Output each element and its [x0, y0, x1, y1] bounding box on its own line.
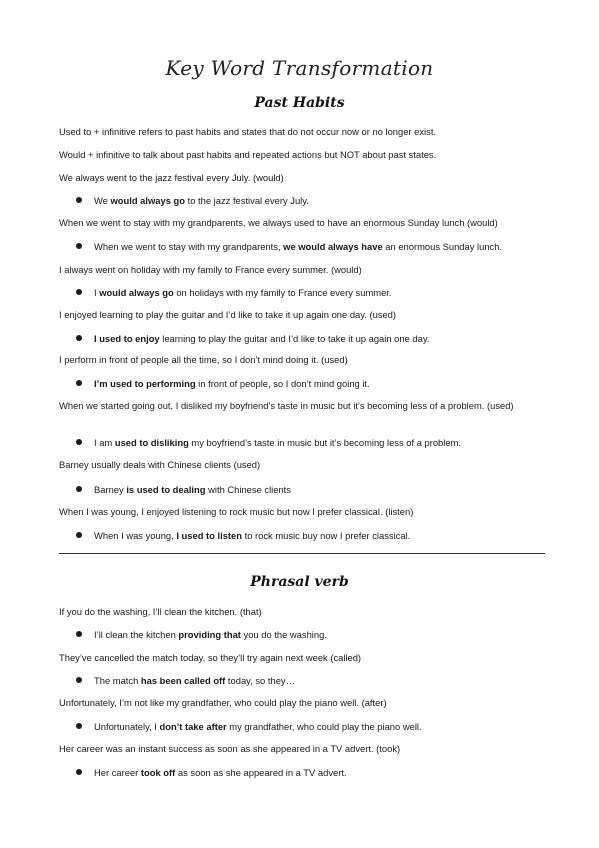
- question-1: We always went to the jazz festival every July. (would): [59, 172, 284, 183]
- bullet-11: [76, 723, 82, 729]
- bullet-7: [76, 486, 82, 492]
- question-6: When we started going out, I disliked my boyfriend’s taste in music but it’s becoming less of a problem. (used): [59, 400, 514, 411]
- answer-key-phrase: has been called off: [140, 675, 226, 686]
- answer-key-phrase: is used to dealing: [126, 484, 206, 495]
- answer-5: I’m used to performing in front of people, so I don’t mind going it.: [94, 378, 370, 389]
- page-title: Key Word Transformation: [165, 56, 434, 80]
- question-5: I perform in front of people all the time, so I don’t mind doing it. (used): [59, 354, 348, 365]
- intro-used-to: Used to + infinitive refers to past habits and states that do not occur now or no longer exist.: [59, 126, 437, 137]
- question-12: Her career was an instant success as soon as she appeared in a TV advert. (took): [59, 743, 401, 754]
- answer-3: I would always go on holidays with my family to France every summer.: [94, 287, 392, 298]
- section-heading-past-habits: Past Habits: [254, 95, 345, 111]
- question-3: I always went on holiday with my family to France every summer. (would): [59, 264, 362, 275]
- bullet-10: [76, 677, 82, 683]
- intro-would: Would + infinitive to talk about past habits and repeated actions but NOT about past states.: [59, 149, 437, 160]
- question-10: They’ve cancelled the match today, so they’ll try again next week (called): [59, 652, 362, 663]
- bullet-1: [76, 197, 82, 203]
- answer-key-phrase: don’t take after: [159, 721, 227, 732]
- bullet-5: [76, 380, 82, 386]
- answer-10: The match has been called off today, so they…: [94, 675, 295, 686]
- answer-9: I’ll clean the kitchen providing that you do the washing.: [94, 629, 327, 640]
- answer-8: When I was young, I used to listen to rock music buy now I prefer classical.: [94, 530, 411, 541]
- bullet-6: [76, 439, 82, 445]
- answer-11: Unfortunately, I don’t take after my grandfather, who could play the piano well.: [94, 721, 422, 732]
- answer-7: Barney is used to dealing with Chinese clients: [94, 484, 291, 495]
- answer-12: Her career took off as soon as she appeared in a TV advert.: [94, 767, 347, 778]
- question-2: When we went to stay with my grandparents, we always used to have an enormous Sunday lunch (would): [59, 217, 498, 228]
- question-4: I enjoyed learning to play the guitar and I’d like to take it up again one day. (used): [59, 309, 397, 320]
- section-heading-phrasal-verb: Phrasal verb: [250, 574, 349, 590]
- bullet-8: [76, 532, 82, 538]
- answer-1: We would always go to the jazz festival every July.: [94, 195, 309, 206]
- answer-key-phrase: providing that: [178, 629, 241, 640]
- answer-key-phrase: took off: [140, 767, 176, 778]
- answer-key-phrase: would always go: [99, 287, 174, 298]
- question-7: Barney usually deals with Chinese clients (used): [59, 459, 261, 470]
- section-divider: [59, 553, 545, 554]
- question-8: When I was young, I enjoyed listening to rock music but now I prefer classical. (listen): [59, 506, 414, 517]
- answer-key-phrase: I’m used to performing: [94, 378, 196, 389]
- answer-6: I am used to disliking my boyfriend’s taste in music but it’s becoming less of a problem.: [94, 437, 461, 448]
- answer-key-phrase: I used to listen: [176, 530, 242, 541]
- bullet-3: [76, 289, 82, 295]
- bullet-2: [76, 243, 82, 249]
- answer-4: I used to enjoy learning to play the guitar and I’d like to take it up again one day.: [94, 333, 430, 344]
- bullet-4: [76, 335, 82, 341]
- bullet-12: [76, 769, 82, 775]
- answer-key-phrase: would always go: [110, 195, 185, 206]
- answer-key-phrase: we would always have: [283, 241, 383, 252]
- bullet-9: [76, 631, 82, 637]
- answer-key-phrase: I used to enjoy: [94, 333, 160, 344]
- answer-2: When we went to stay with my grandparents, we would always have an enormous Sunday lunch.: [94, 241, 503, 252]
- question-11: Unfortunately, I’m not like my grandfather, who could play the piano well. (after): [59, 697, 387, 708]
- answer-key-phrase: used to disliking: [114, 437, 189, 448]
- question-9: If you do the washing, I’ll clean the kitchen. (that): [59, 606, 262, 617]
